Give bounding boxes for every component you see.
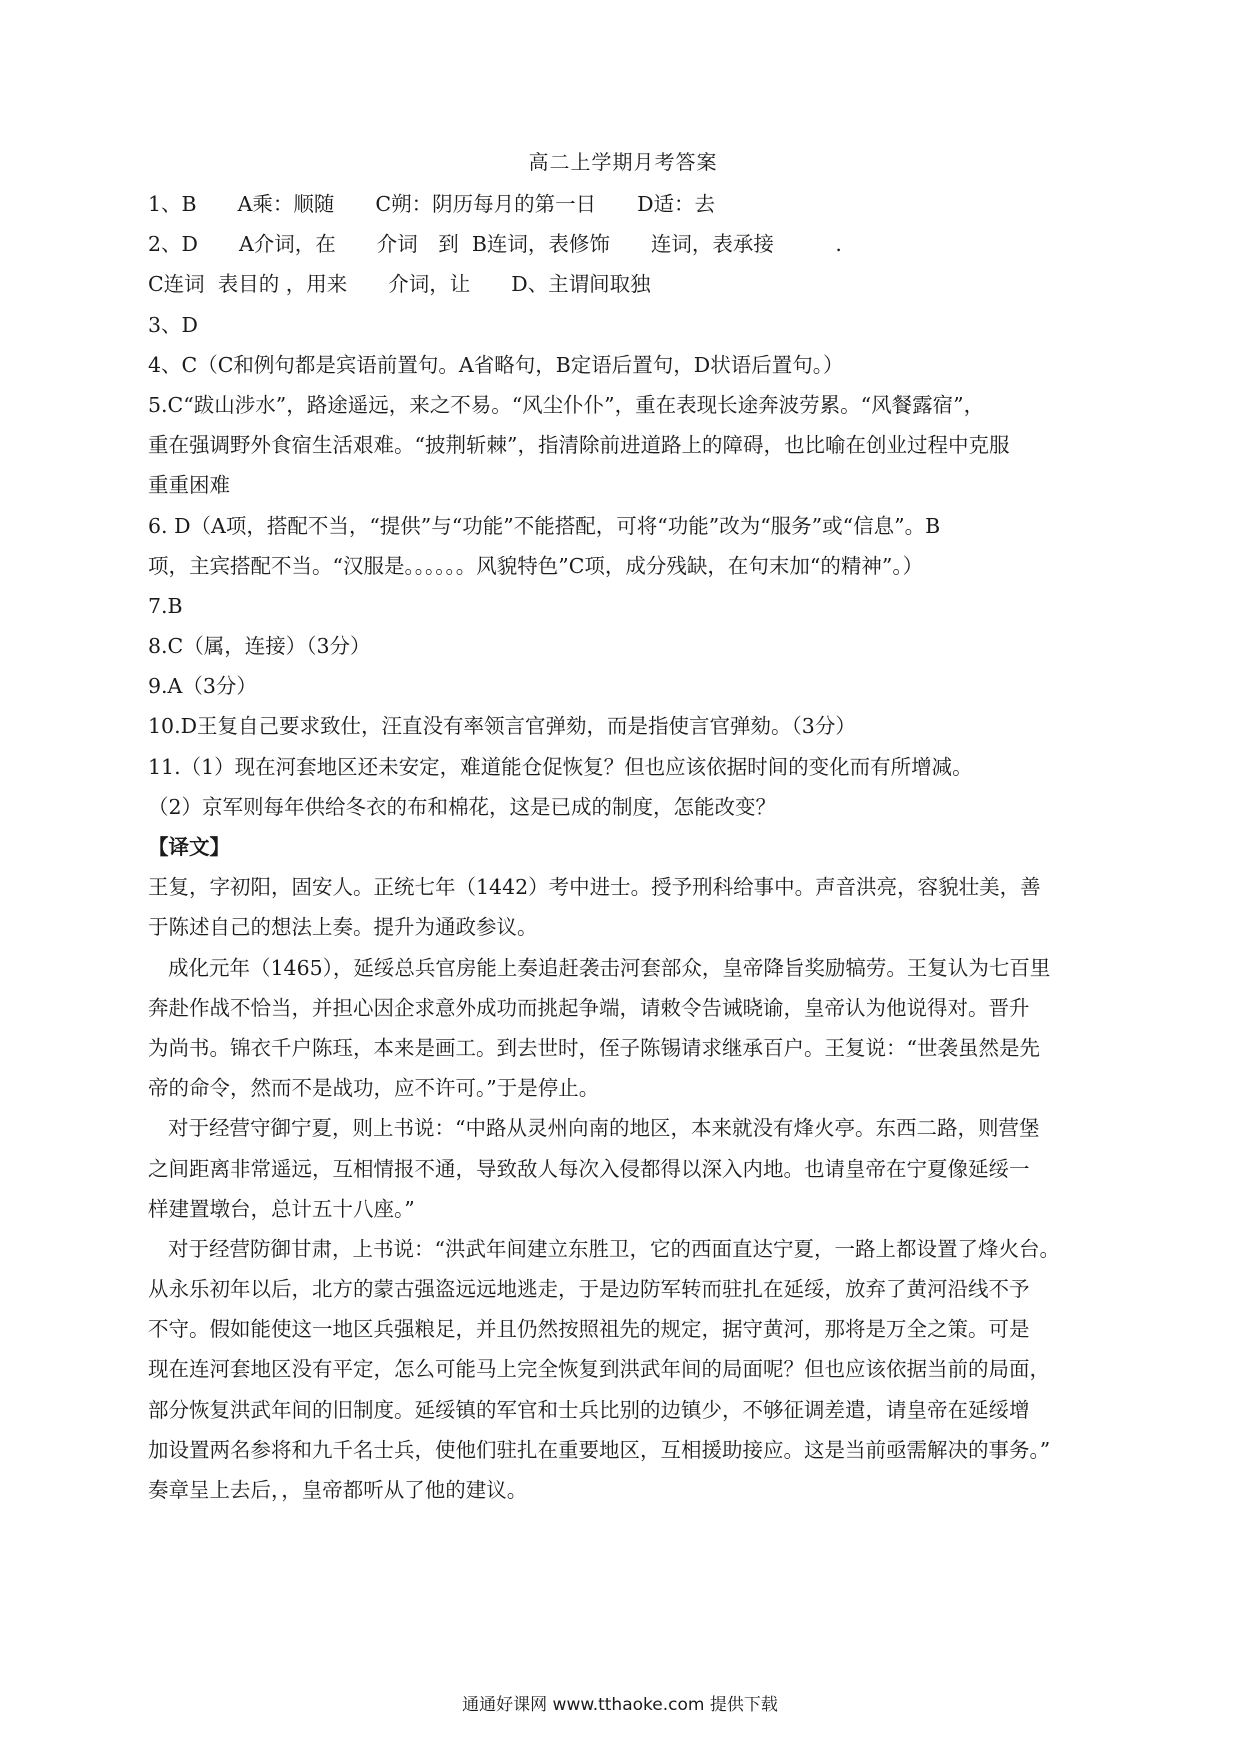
translation-line: 样建置墩台，总计五十八座。” (148, 1196, 415, 1221)
answer-line-6-cont: 项，主宾搭配不当。“汉服是。。。。。。风貌特色”C项，成分残缺，在句末加“的精神”。） (148, 553, 924, 578)
translation-line: 于陈述自己的想法上奏。提升为通政参议。 (148, 915, 538, 940)
translation-line: 现在连河套地区没有平定，怎么可能马上完全恢复到洪武年间的局面呢？但也应该依据当前的局面， (148, 1357, 1050, 1382)
translation-line: 奔赴作战不恰当，并担心因企求意外成功而挑起争端，请敕令告诫晓谕，皇帝认为他说得对。晋升 (148, 995, 1030, 1020)
answer-line-2-cont: C连词 表目的 ，用来 介词，让 D、主谓间取独 (148, 272, 651, 297)
translation-line: 加设置两名参将和九千名士兵，使他们驻扎在重要地区，互相援助接应。这是当前亟需解决的事务。” (148, 1437, 1051, 1462)
translation-line: 之间距离非常遥远，互相情报不通，导致敌人每次入侵都得以深入内地。也请皇帝在宁夏像延绥一 (148, 1156, 1030, 1181)
answer-line-11: 11.（1）现在河套地区还未安定，难道能仓促恢复？但也应该依据时间的变化而有所增减。 (148, 754, 973, 779)
answer-sheet-page (148, 148, 1098, 1510)
answer-line-6: 6. D（A项，搭配不当，“提供”与“功能”不能搭配，可将“功能”改为“服务”或“信息”。B (148, 513, 941, 538)
translation-line: 对于经营防御甘肃，上书说：“洪武年间建立东胜卫，它的西面直达宁夏，一路上都设置了烽火台。 (168, 1236, 1060, 1261)
answer-line-9: 9.A（3分） (148, 674, 257, 699)
translation-body (148, 867, 1098, 1510)
page-title: 高二上学期月考答案 (528, 150, 718, 174)
translation-line: 部分恢复洪武年间的旧制度。延绥镇的军官和士兵比别的边镇少，不够征调差遣，请皇帝在延绥增 (148, 1397, 1030, 1422)
translation-line: 帝的命令，然而不是战功，应不许可。”于是停止。 (148, 1076, 600, 1101)
translation-line: 对于经营守御宁夏，则上书说：“中路从灵州向南的地区，本来就没有烽火亭。东西二路，则营堡 (168, 1116, 1040, 1141)
translation-line: 不守。假如能使这一地区兵强粮足，并且仍然按照祖先的规定，据守黄河，那将是万全之策。可是 (148, 1317, 1030, 1342)
answers-list (148, 184, 1098, 827)
answer-line-1: 1、B A乘：顺随 C朔：阴历每月的第一日 D适：去 (148, 192, 716, 216)
translation-line: 王复，字初阳，固安人。正统七年（1442）考中进士。授予刑科给事中。声音洪亮，容貌壮美，善 (148, 875, 1041, 900)
translation-line: 从永乐初年以后，北方的蒙古强盗远远地逃走，于是边防军转而驻扎在延绥，放弃了黄河沿线不予 (148, 1277, 1030, 1302)
answer-line-5-cont: 重在强调野外食宿生活艰难。“披荆斩棘”，指清除前进道路上的障碍，也比喻在创业过程中克服 (148, 433, 1010, 458)
translation-heading: 【译文】 (148, 835, 230, 859)
answer-line-10: 10.D王复自己要求致仕，汪直没有率领言官弹劾，而是指使言官弹劾。（3分） (148, 714, 856, 739)
answer-line-4: 4、C（C和例句都是宾语前置句。A省略句，B定语后置句，D状语后置句。） (148, 352, 844, 377)
answer-line-11-cont: （2）京军则每年供给冬衣的布和棉花，这是已成的制度，怎能改变？ (148, 794, 777, 819)
answer-line-5: 5.C“跋山涉水”，路途遥远，来之不易。“风尘仆仆”，重在表现长途奔波劳累。“风餐露宿”， (148, 392, 985, 417)
answer-line-3: 3、D (148, 312, 198, 337)
answer-line-7: 7.B (148, 593, 183, 618)
answer-line-8: 8.C（属，连接）（3分） (148, 634, 371, 659)
translation-line: 成化元年（1465），延绥总兵官房能上奏追赶袭击河套部众，皇帝降旨奖励犒劳。王复认为七百里 (168, 955, 1051, 980)
page-footer: 通通好课网 www.tthaoke.com 提供下载 (462, 1695, 778, 1715)
translation-line: 奏章呈上去后，，皇帝都听从了他的建议。 (148, 1478, 528, 1502)
translation-line: 为尚书。锦衣千户陈珏，本来是画工。到去世时，侄子陈锡请求继承百户。王复说：“世袭虽然是先 (148, 1035, 1040, 1060)
answer-line-2: 2、D A介词，在 介词 到 B连词，表修饰 连词，表承接 . (148, 232, 842, 257)
answer-line-5-cont: 重重困难 (148, 473, 230, 498)
